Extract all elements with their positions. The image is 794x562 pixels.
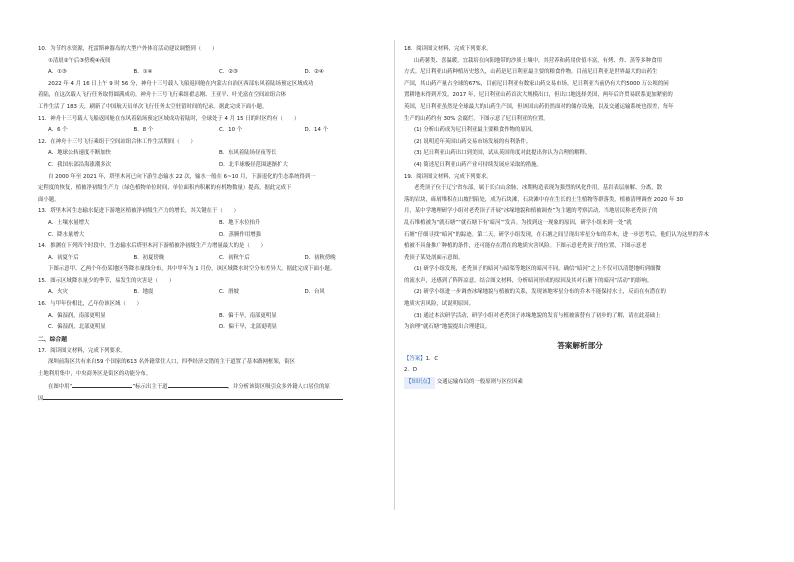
passage-line: 英国，尼日利亚虽然是全球最大的山药生产国，但该国山药仍然面对的储存设施，以及交通运输系统也很差，每年 (404, 103, 674, 110)
option: D．蒸腾作用增强 (219, 231, 261, 238)
q11-stem: 11．神舟十三号载人飞船返回舱在东风着陆场预定区域成功着陆时，全球处于 4 月 15 日的时区约有（ ） (38, 115, 300, 122)
passage-line: 土地利用集中，中央商务区是街区的功能分布。 (38, 371, 152, 378)
q17-sub1 (38, 381, 390, 394)
q15-options (38, 287, 390, 299)
option: B．东风着陆场昼夜等长 (219, 150, 277, 157)
q13-stem: 13．塔里木河生态输水促进下游地区植被净初级生产力的增长，其关键在于（ ） (38, 208, 239, 215)
option: C．我国东部沿海涨潮多次 (48, 161, 112, 168)
option: B．①④ (133, 69, 153, 76)
sub-question: (1) 分析山药成为尼日利亚最主要粮食作物的原因。 (414, 127, 537, 134)
option: C．10 个 (219, 127, 243, 134)
sub-question: 地质灾害风险，试说明原因。 (404, 301, 475, 308)
passage-line: 2022 年 4 月 16 日上午 9 时 56 分，神舟十三号载人飞船返回舱在内蒙古自治区西部东风着陆场预定区域成功 (48, 80, 314, 87)
answer-section-title: 答案解析部分 (557, 340, 603, 350)
answer-line: 2．D (404, 367, 417, 374)
option: D．初秋傍晚 (304, 254, 336, 261)
passage-line: 落的岩块，砾屑堆积在山坡凹陷处，成为石块滩，石块滩中存在生长的土生植物等群落类，植被清理调查 2020 年 30 (404, 196, 684, 203)
q17-sub1-text: ，并分析该街区吸引众多外籍人口居住的原 (227, 383, 330, 390)
column-divider (394, 40, 395, 510)
passage-line: 置耕地未得到开发。2017 年，尼日利亚山药首次大规模出口，但出口地选择美国，两年后许贸易联系更加紧密的 (404, 92, 673, 99)
option: C．滑坡 (219, 289, 239, 296)
right-column (404, 44, 756, 389)
answer-blank[interactable] (72, 381, 132, 388)
answer-value: 1．C (425, 355, 439, 362)
q17-sub1-cont (38, 393, 390, 406)
sub-question: (3) 通过本次研学活动，研学小组对老秃顶子冰缘地貌的发育与植被演替有了初步的了解，请在此基础上 (414, 312, 661, 319)
knowledge-point-line (404, 377, 756, 389)
passage-line: 面小题。 (38, 196, 60, 203)
sub-question: (3) 尼日利亚山药出口到美国，试从英国角度对此提出你认为合理的解释。 (414, 150, 591, 157)
left-column (38, 44, 390, 406)
answer-blank[interactable] (168, 381, 228, 388)
q15-stem: 15．图示区域降水量少的季节，易发生的灾害是（ ） (38, 277, 175, 284)
option: B．偏干旱，南部更明显 (219, 312, 277, 319)
sub-question: (4) 简述尼日利亚山药产业可持续发展应采取的措施。 (414, 161, 542, 168)
passage-line: 老秃顶子位于辽宁省东部，属于长白山余脉，冰期构造表现为强烈的风化作用，基岩表层崩解、分离，散 (414, 185, 662, 192)
q13-options-row2 (38, 230, 390, 242)
option: C．偏湿润，北部更明显 (48, 324, 106, 331)
option: D．偏干旱，北部更明显 (219, 324, 278, 331)
option: A．地球公转速度不断加快 (48, 150, 111, 157)
option: C．降水量增大 (48, 231, 85, 238)
passage-line: 生产的山药约有 30% 会腐烂。下图示意了尼日利亚的位置。 (404, 115, 549, 122)
passage-line: 月，某中学地理研学小组对老秃顶子开展“冰缘地貌和植被调查”为主题的考察活动，当地居民称老秃顶子的 (404, 208, 658, 215)
passage-line: 方式。尼日利亚山药种植历史悠久，山药是尼日利亚最主要的粮食作物。目前尼日利亚是世界最大的山药生 (404, 69, 658, 76)
passage-line: 着陆，在这次载人飞行任务取得圆满成功。神舟十三号飞行乘组翟志刚、王亚平、叶光富在空间站组合体 (38, 92, 286, 99)
q10-choices: ①清晨②午后③傍晚④夜间 (48, 57, 111, 64)
sub-question: (2) 说明近年英国山药交易市场发展的有利条件。 (414, 138, 532, 145)
passage-line: 自 2000 年至 2021 年，塔里木河已向下游生态输水 22 次，输水一般在 6~10 月，下游退化的生态系统得到一 (48, 173, 316, 180)
q17-sub1-text: ”标示出主干道 (132, 383, 168, 390)
q10-stem: 10．为节约水资源，托雷斯神器岛的大型户外体育活动建议调整到（ ） (38, 46, 218, 52)
option: D．14 个 (304, 127, 329, 134)
option: B．初夏傍晚 (133, 254, 165, 261)
q19-stem: 19．阅读图文材料，完成下列要求。 (404, 173, 492, 180)
option: D．台风 (304, 289, 325, 296)
option: A．偏湿润，南部更明显 (48, 312, 106, 319)
q14-stem: 14．推测在下列四个时段中，生态输水后塔里木河下游植被净初级生产力增量最大的是（ ） (38, 243, 266, 250)
option: B．8 个 (133, 127, 154, 134)
answer-tag: 【答案】 (404, 355, 426, 362)
q14-options (38, 253, 390, 265)
sub-question: 的流水声，还感到了阵阵凉意。结合图文材料，分析暗河形成的原因及其对石塘下的暗河“活动”的影响。 (404, 277, 653, 284)
option: A．土壤水量增大 (48, 219, 90, 226)
sub-question: 为治理“就石塘”地貌提出合理建议。 (404, 324, 491, 331)
q12-options-row1 (38, 148, 390, 160)
option: B．地震 (133, 289, 154, 296)
passage-line: 山药薯类、喜温暖，宜栽培在向阳地带的沙质土壤中，其营养和药用价值丰富，有烤、炸、蒸等多种食用 (414, 57, 662, 64)
q16-options-row2 (38, 322, 390, 334)
option: A．火灾 (48, 289, 68, 296)
q12-stem: 12．在神舟十三号飞行乘组于空间站组合体工作生活期间（ ） (38, 138, 196, 145)
passage-line: 石塘”仔细寻找“暗河”的踪迹。第二天，研学小组发现，在石塘之间呈现出零星分布的乔木，进一步思考后，他们认为这里的乔木 (404, 231, 709, 238)
passage-line: 植被不具备推广种植的条件，还可能存在潜在的地质灾害风险。下图示意老秃顶子的位置，下图示意老 (404, 243, 647, 250)
option: A．6 个 (48, 127, 68, 134)
option: B．地下水位抬升 (219, 219, 261, 226)
sub-question: (2) 研学小组进一步调查冰缘地貌与植被的关系，发现该地零星分布的乔木不能保持水土，反而在有潜在的 (414, 289, 666, 296)
sub-question: (1) 研学小组发现，老秃顶子的暗河与暗渠等地区的暗河不同，确信“暗河”之上不仅可以清楚地听到细微 (414, 266, 661, 273)
passage-line: 乱石堆植被为“就石塘”“就石塘下有‘暗河’”发音。为找到这一现象的原因，研学小组来到一处“就 (404, 219, 632, 226)
option: D．②④ (304, 69, 324, 76)
passage-line: 深圳前海区共有来自59 个国家的613 名外籍常住人口，四季经济交错的主干道置了基本路网框架，街区 (48, 359, 295, 366)
passage-line: 产国，其山药产量占全球的67%，目前尼日利亚有数家山药交易市场。尼日利亚当前仍有大约5000 万公顷的闲 (404, 80, 669, 87)
option: A．初夏午后 (48, 254, 79, 261)
option: C．②③ (219, 69, 238, 76)
option: D．北半球极昼范围逐渐扩大 (219, 161, 288, 168)
answer-line (404, 354, 756, 366)
q17-sub1-text: 因 (38, 396, 44, 403)
answer-blank[interactable] (43, 393, 343, 400)
q11-options (38, 125, 390, 137)
q17-sub1-text: 在图中用“ (48, 383, 73, 390)
q13-options-row1 (38, 218, 390, 230)
option: A．①③ (48, 69, 67, 76)
section-heading: 二、综合题 (38, 336, 67, 343)
passage-line: 下图示意甲、乙两个年份某地区等降水量线分布，其中甲年为 1 月份，该区域降水时空分布差异大。据此完成下面小题。 (48, 266, 336, 273)
q16-stem: 16．与甲年份相比，乙年份该区域（ ） (38, 301, 142, 308)
passage-line: 秃顶子某处剖面示意图。 (404, 254, 464, 261)
q17-stem: 17．阅读图文材料，完成下列要求。 (38, 347, 126, 354)
q16-options-row1 (38, 311, 390, 323)
passage-line: 定程度的恢复，植被净初级生产力（绿色植物单位时间、单位面积内积累的有机物数量）提高。据此完成下 (38, 185, 292, 192)
knowledge-point-value: 交通运输布局的一般原则与区位因素 (436, 379, 523, 386)
q10-options (38, 67, 390, 79)
q18-stem: 18．阅读图文材料，完成下列要求。 (404, 46, 492, 52)
passage-line: 工作生活了 183 天，刷新了中国航天员单次飞行任务太空驻留时间的纪录。据此完成下面小题。 (38, 103, 268, 110)
q12-options-row2 (38, 160, 390, 172)
knowledge-point-tag: 【知识点】 (404, 377, 435, 389)
option: C．初秋午后 (219, 254, 250, 261)
